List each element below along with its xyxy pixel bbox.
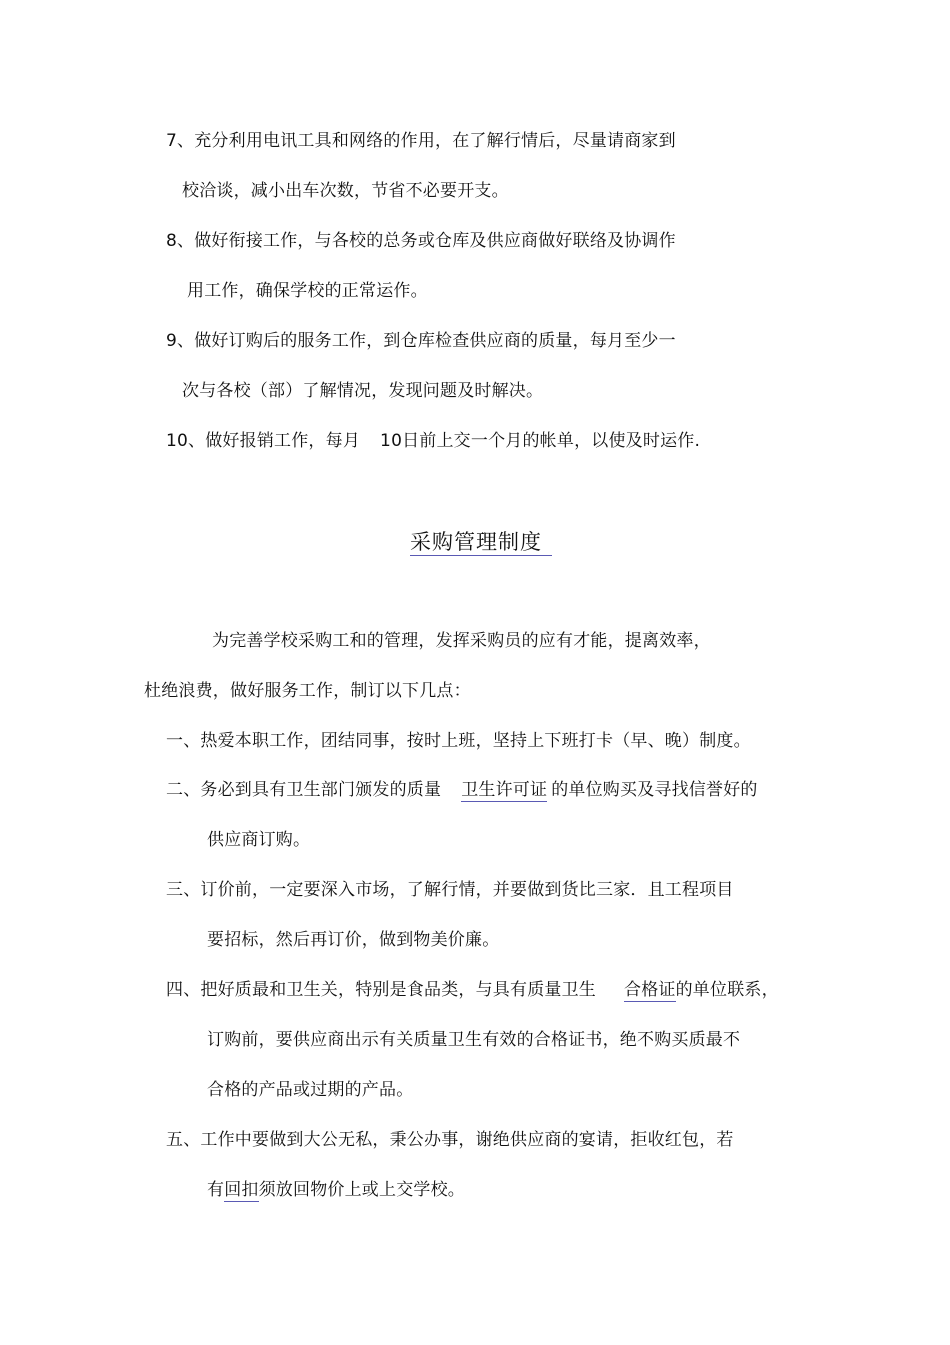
paragraph-8-line-2: 用工作，确保学校的正常运作。 xyxy=(187,281,428,301)
item-5-line-1: 五、工作中要做到大公无私，秉公办事，谢绝供应商的宴请，拒收红包，若 xyxy=(166,1130,734,1150)
section-title: 采购管理制度 xyxy=(410,529,552,555)
item-5-text-b: 须放回物价上或上交学校。 xyxy=(258,1180,466,1200)
item-1: 一、热爱本职工作，团结同事，按时上班，坚持上下班打卡（早、晚）制度。 xyxy=(166,731,751,751)
paragraph-9-line-1: 9、做好订购后的服务工作，到仓库检查供应商的质量，每月至少一 xyxy=(166,331,676,351)
intro-line-1: 为完善学校采购工和的管理，发挥采购员的应有才能，提离效率， xyxy=(212,631,711,651)
hygiene-permit-link[interactable]: 卫生许可证 xyxy=(461,780,548,800)
item-5-line-2 xyxy=(207,1179,465,1201)
item-5-text-a: 有 xyxy=(207,1180,225,1200)
item-4-text-b: 的单位联系， xyxy=(675,980,779,1000)
paragraph-10-part-2: 10日前上交一个月的帐单，以使及时运作. xyxy=(380,431,701,451)
item-4-line-2: 订购前，要供应商出示有关质量卫生有效的合格证书，绝不购买质最不 xyxy=(207,1030,741,1050)
intro-line-2: 杜绝浪费，做好服务工作，制订以下几点： xyxy=(144,681,471,701)
item-2-text-a: 二、务必到具有卫生部门颁发的质量 xyxy=(166,780,442,800)
paragraph-10-part-1: 10、做好报销工作，每月 xyxy=(166,431,361,451)
item-2-line-1 xyxy=(166,779,758,801)
certificate-link[interactable]: 合格证 xyxy=(624,980,676,1000)
item-3-line-1: 三、订价前，一定要深入市场，了解行情，并要做到货比三家．且工程项目 xyxy=(166,880,734,900)
item-2-text-b: 的单位购买及寻找信誉好的 xyxy=(551,780,758,800)
paragraph-8-line-1: 8、做好衔接工作，与各校的总务或仓库及供应商做好联络及协调作 xyxy=(166,231,676,251)
item-4-line-1 xyxy=(166,979,779,1001)
paragraph-10 xyxy=(166,430,700,452)
paragraph-7-line-2: 校洽谈，减小出车次数，节省不必要开支。 xyxy=(182,181,509,201)
item-4-text-a: 四、把好质最和卫生关，特别是食品类，与具有质量卫生 xyxy=(166,980,596,1000)
item-3-line-2: 要招标，然后再订价，做到物美价廉。 xyxy=(207,930,500,950)
paragraph-9-line-2: 次与各校（部）了解情况，发现问题及时解决。 xyxy=(182,381,544,401)
item-4-line-3: 合格的产品或过期的产品。 xyxy=(207,1080,414,1100)
paragraph-7-line-1: 7、充分利用电讯工具和网络的作用，在了解行情后，尽量请商家到 xyxy=(166,131,676,151)
kickback-link[interactable]: 回扣 xyxy=(224,1180,259,1200)
item-2-line-2: 供应商订购。 xyxy=(207,830,311,850)
